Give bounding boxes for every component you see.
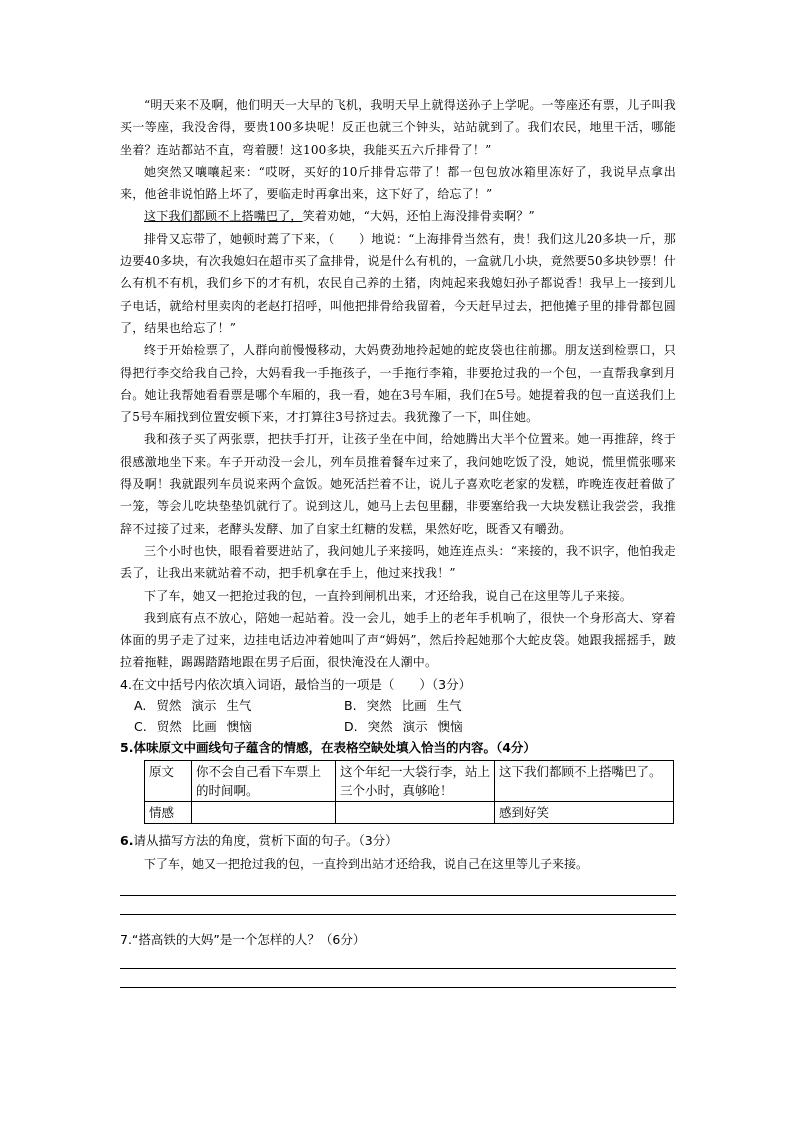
option-d[interactable]: D. 突然 演示 懊恼 xyxy=(344,718,463,734)
passage-paragraph-6: 我和孩子买了两张票，把扶手打开，让孩子坐在中间，给她腾出大半个位置来。她一再推辞，终于很感激地坐下来。车子开动没一会儿，列车员推着餐车过来了，我问她吃饭了没，她说，慌里慌张哪来得及啊！我就跟列车员说来两个盒饭。她死活拦着不让，说儿子喜欢吃老家的发糕，昨晚连夜赶着做了一笼，等会儿吃块垫垫饥就行了。说到这儿，她马上去包里翻，非要塞给我一大块发糕让我尝尝，我推辞不过接了过来，老酵头发酵、加了自家土红糖的发糕，果然好吃，既香又有嚼劲。 xyxy=(120,432,676,536)
answer-line[interactable] xyxy=(120,987,676,988)
option-a[interactable]: A. 贸然 演示 生气 xyxy=(134,697,252,713)
passage-paragraph-4: 排骨又忘带了，她顿时蔫了下来，（ ）地说：“上海排骨当然有，贵！我们这儿20多块一斤，那边要40多块，有次我媳妇在超市买了盒排骨，说是什么有机的，一盒就几小块，竟然要50多块钞票！什么有机不有机，我们乡下的才有机，农民自己养的土猪，肉炖起来我媳妇孙子都说香！我早上一接到儿子电话，就给村里卖肉的老赵打招呼，叫他把排骨给我留着，今天赶早过去，把他摊子里的排骨都包圆了，结果也给忘了！” xyxy=(120,231,676,335)
question-6-stem: 6.请从描写方法的角度，赏析下面的句子。（3分） xyxy=(120,832,398,848)
table-cell: 你不会自己看下车票上的时间啊。 xyxy=(192,760,336,801)
table-cell: 情感 xyxy=(145,801,192,823)
passage-paragraph-1: “明天来不及啊，他们明天一大早的飞机，我明天早上就得送孙子上学呢。一等座还有票，儿子叫我买一等座，我没舍得，要贵100多块呢！反正也就三个钟头，站站就到了。我们农民，地里干活，哪能坐着？连站都站不直，弯着腰！这100多块，我能买五六斤排骨了！” xyxy=(120,98,676,157)
passage-paragraph-3-rest: 笑着劝她，“大妈，还怕上海没排骨卖啊？” xyxy=(302,209,535,224)
question-5-stem: 5.体味原文中画线句子蕴含的情感，在表格空缺处填入恰当的内容。（4分） xyxy=(120,739,536,755)
table-cell: 原文 xyxy=(145,760,192,801)
exam-page xyxy=(120,94,676,988)
table-row xyxy=(145,760,674,801)
underlined-sentence: 这下我们都顾不上搭嘴巴了， xyxy=(144,209,303,224)
answer-cell[interactable] xyxy=(192,801,336,823)
passage-paragraph-2: 她突然又嚷嚷起来：“哎呀，买好的10斤排骨忘带了！都一包包放冰箱里冻好了，我说早点拿出来，他爸非说怕路上坏了，要临走时再拿出来，这下好了，给忘了！” xyxy=(120,164,676,202)
passage-paragraph-8: 下了车，她又一把抢过我的包，一直拎到闸机出来，才还给我，说自己在这里等儿子来接。 xyxy=(144,588,633,603)
passage-paragraph-9: 我到底有点不放心，陪她一起站着。没一会儿，她手上的老年手机响了，很快一个身形高大、穿着体面的男子走了过来，边挂电话边冲着她叫了声“姆妈”，然后拎起她那个大蛇皮袋。她跟我摇摇手，跛拉着拖鞋，踢踢踏踏地跟在男子后面，很快淹没在人潮中。 xyxy=(120,610,676,670)
table-cell: 这下我们都顾不上搭嘴巴了。 xyxy=(495,760,674,801)
question-7-stem: 7.“搭高铁的大妈”是一个怎样的人？（6分） xyxy=(120,931,366,947)
question-5-table xyxy=(144,760,674,824)
passage-paragraph-7: 三个小时也快，眼看着要进站了，我问她儿子来接吗，她连连点头：“来接的，我不识字，他怕我走丢了，让我出来就站着不动，把手机拿在手上，他过来找我！” xyxy=(120,543,676,581)
passage-paragraph-5: 终于开始检票了，人群向前慢慢移动，大妈费劲地拎起她的蛇皮袋也往前挪。朋友送到检票口，只得把行李交给我自己拎，大妈看我一手拖孩子，一手拖行李箱，非要抢过我的一个包，一直帮我拿到月台。她让我帮她看看票是哪个车厢的，我一看，她在3号车厢，我们在5号。她提着我的包一直送我们上了5号车厢找到位置安顿下来，才打算往3号挤过去。我犹豫了一下，叫住她。 xyxy=(120,343,676,425)
answer-cell[interactable] xyxy=(336,801,495,823)
option-c[interactable]: C. 贸然 比画 懊恼 xyxy=(134,718,252,734)
question-6-sentence: 下了车，她又一把抢过我的包，一直拎到出站才还给我，说自己在这里等儿子来接。 xyxy=(144,856,589,871)
answer-line[interactable] xyxy=(120,914,676,915)
question-4-options xyxy=(134,695,676,737)
option-b[interactable]: B. 突然 比画 生气 xyxy=(344,697,462,713)
passage-paragraph-3 xyxy=(120,205,676,227)
table-cell: 这个年纪一大袋行李，站上三个小时，真够呛！ xyxy=(336,760,495,801)
table-row xyxy=(145,801,674,823)
question-4-stem: 4.在文中括号内依次填入词语，最恰当的一项是（ ）（3分） xyxy=(120,676,472,692)
table-cell: 感到好笑 xyxy=(495,801,674,823)
